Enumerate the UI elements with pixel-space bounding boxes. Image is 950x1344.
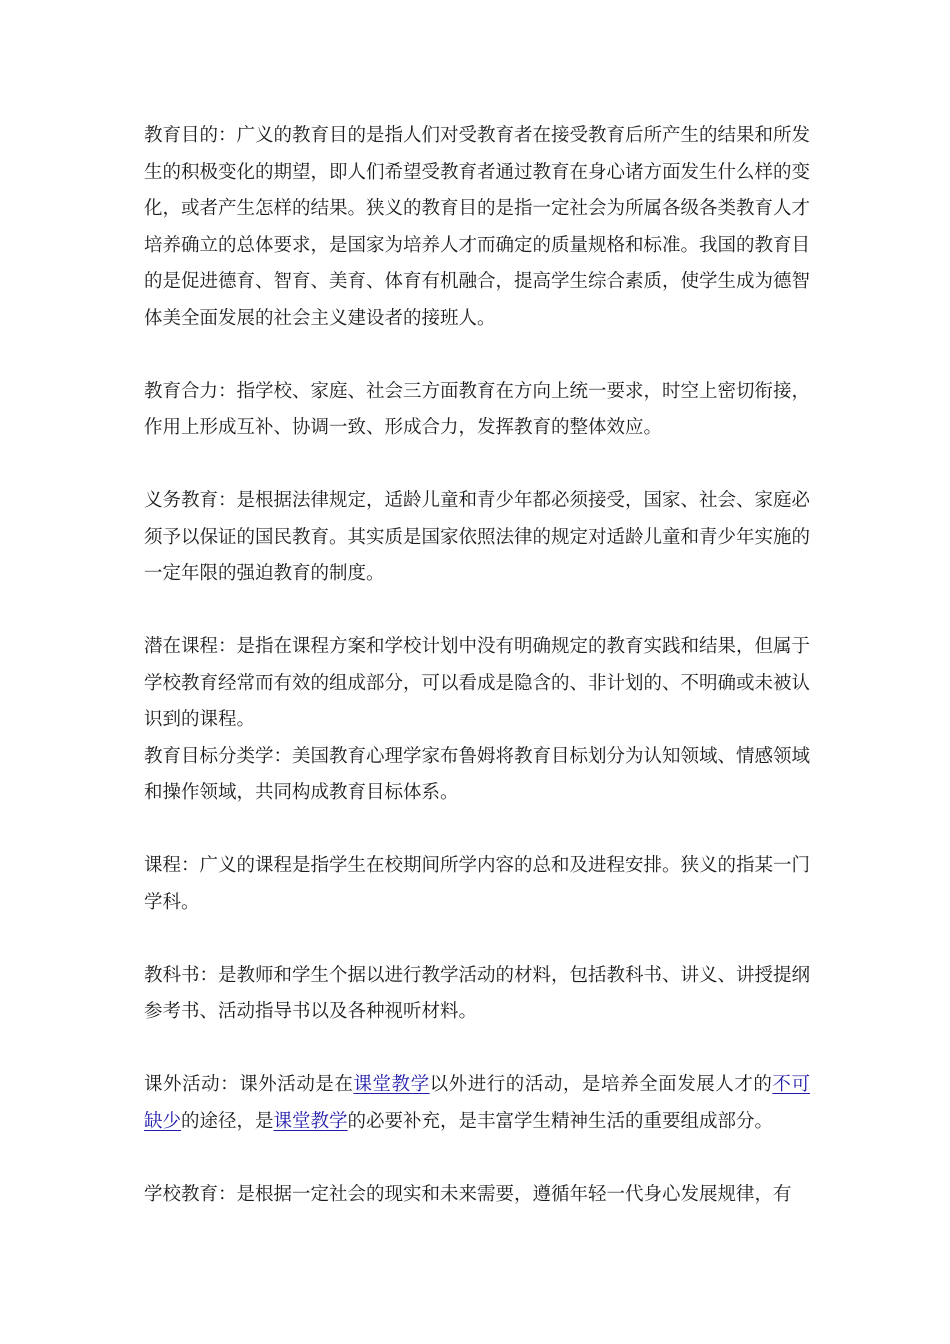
document-page: [144, 118, 810, 1250]
paragraph-education-aim: 教育目的：广义的教育目的是指人们对受教育者在接受教育后所产生的结果和所发生的积极变化的期望，即人们希望受教育者通过教育在身心诸方面发生什么样的变化，或者产生怎样的结果。狭义的教育目的是指一定社会为所属各级各类教育人才培养确立的总体要求，是国家为培养人才而确定的质量规格和标准。我国的教育目的是促进德育、智育、美育、体育有机融合，提高学生综合素质，使学生成为德智体美全面发展的社会主义建设者的接班人。: [144, 125, 811, 329]
paragraph-education-synergy: 教育合力：指学校、家庭、社会三方面教育在方向上统一要求，时空上密切衔接，作用上形成互补、协调一致、形成合力，发挥教育的整体效应。: [144, 380, 811, 438]
paragraph-textbook: 教科书：是教师和学生个据以进行教学活动的材料，包括教科书、讲义、讲授提纲参考书、活动指导书以及各种视听材料。: [144, 964, 811, 1022]
extracurricular-text-1: 课外活动：课外活动是在: [144, 1074, 354, 1095]
extracurricular-text-4: 的必要补充，是丰富学生精神生活的重要组成部分。: [347, 1110, 774, 1132]
paragraph-extracurricular: [144, 1067, 810, 1140]
paragraph-hidden-curriculum: 潜在课程：是指在课程方案和学校计划中没有明确规定的教育实践和结果，但属于学校教育经常而有效的组成部分，可以看成是隐含的、非计划的、不明确或未被认识到的课程。: [144, 636, 811, 730]
paragraph-compulsory-education: 义务教育：是根据法律规定，适龄儿童和青少年都必须接受，国家、社会、家庭必须予以保证的国民教育。其实质是国家依照法律的规定对适龄儿童和青少年实施的一定年限的强迫教育的制度。: [144, 490, 811, 584]
paragraph-taxonomy: 教育目标分类学：美国教育心理学家布鲁姆将教育目标划分为认知领域、情感领域和操作领域，共同构成教育目标体系。: [144, 745, 811, 803]
link-classroom-teaching-2[interactable]: 课堂教学: [273, 1110, 348, 1132]
paragraph-school-education: 学校教育：是根据一定社会的现实和未来需要，遵循年轻一代身心发展规律，有: [144, 1183, 792, 1205]
paragraph-curriculum: 课程：广义的课程是指学生在校期间所学内容的总和及进程安排。狭义的指某一门学科。: [144, 855, 811, 913]
extracurricular-text-2: 以外进行的活动，是培养全面发展人才的: [429, 1074, 773, 1095]
link-classroom-teaching[interactable]: 课堂教学: [353, 1074, 430, 1095]
extracurricular-text-3: 的途径，是: [181, 1110, 274, 1132]
link-indispensable[interactable]: 不可缺少: [144, 1074, 810, 1132]
